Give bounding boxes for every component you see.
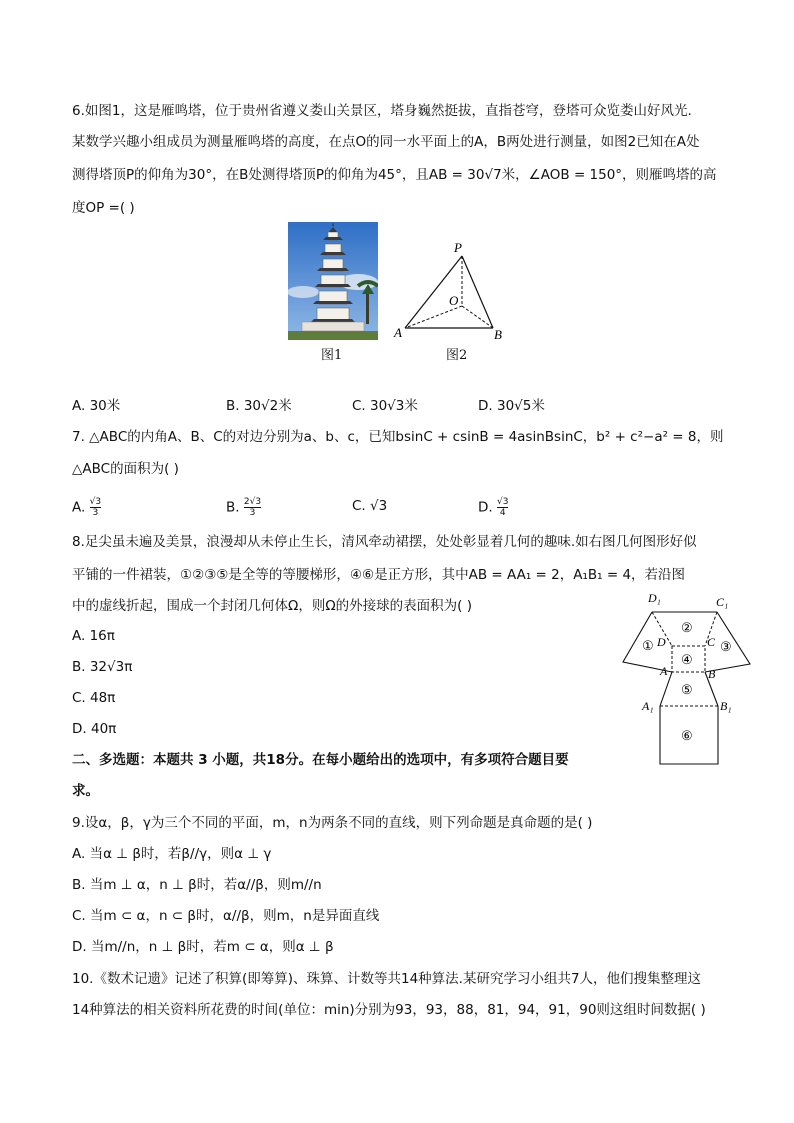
label-C: C	[707, 635, 716, 649]
q7-option-d: D. $\frac{√3}{4}$	[478, 497, 509, 518]
q10-line-1: 10.《数术记遗》记述了积算(即筹算)、珠算、计数等共14种算法.某研究学习小组共7人，他们搜集整理这	[72, 971, 702, 987]
figure1-caption: 图1	[321, 348, 343, 363]
q7-option-b: B. $\frac{2√3}{3}$	[226, 497, 262, 518]
q8-option-a: A. 16π	[72, 628, 115, 644]
label-B1: B₁	[720, 699, 732, 713]
q7-option-a: A. $\frac{√3}{3}$	[72, 497, 102, 518]
q9-option-d: D. 当m//n，n ⊥ β时，若m ⊂ α，则α ⊥ β	[72, 939, 334, 955]
q9-option-c: C. 当m ⊂ α，n ⊂ β时，α//β，则m，n是异面直线	[72, 908, 380, 924]
pagoda-photo	[288, 222, 378, 340]
region-3: ③	[720, 639, 732, 654]
q8-line-3: 中的虚线折起，围成一个封闭几何体Ω，则Ω的外接球的表面积为( )	[72, 598, 472, 614]
region-5: ⑤	[681, 682, 693, 697]
q6-line-2: 某数学兴趣小组成员为测量雁鸣塔的高度，在点O的同一水平面上的A，B两处进行测量，如图2已知在A处	[72, 134, 700, 150]
label-O: O	[449, 293, 459, 308]
region-4: ④	[681, 652, 693, 667]
q6-option-b: B. 30√2米	[226, 398, 292, 414]
q6-line-3: 测得塔顶P的仰角为30°，在B处测得塔顶P的仰角为45°，且AB = 30√7米，∠AOB = 150°，则雁鸣塔的高	[72, 167, 717, 183]
q6-line-4: 度OP =( )	[72, 200, 135, 216]
q8-option-c: C. 48π	[72, 690, 116, 706]
q6-option-d: D. 30√5米	[478, 398, 545, 414]
label-P: P	[454, 240, 462, 255]
q9-option-b: B. 当m ⊥ α，n ⊥ β时，若α//β，则m//n	[72, 877, 322, 893]
q10-line-2: 14种算法的相关资料所花费的时间(单位：min)分别为93，93，88，81，94，91，90则这组时间数据( )	[72, 1002, 706, 1018]
label-B: B	[494, 327, 502, 342]
section-multi-choice-header-cont: 求。	[72, 783, 99, 799]
q7-line-1: 7. △ABC的内角A、B、C的对边分别为a、b、c，已知bsinC + csinB = 4asinBsinC，b² + c²−a² = 8，则	[72, 429, 724, 445]
pyramid-figure	[390, 236, 510, 344]
q6-line-1: 6.如图1，这是雁鸣塔，位于贵州省遵义娄山关景区，塔身巍然挺拔，直指苍穹，登塔可众览娄山好风光.	[72, 103, 692, 119]
region-6: ⑥	[681, 728, 693, 743]
label-D: D	[657, 635, 666, 649]
region-1: ①	[642, 638, 654, 653]
q8-line-2: 平铺的一件裙装，①②③⑤是全等的等腰梯形，④⑥是正方形，其中AB = AA₁ = 2，A₁B₁ = 4，若沿图	[72, 567, 686, 583]
q6-option-a: A. 30米	[72, 398, 121, 414]
q8-line-1: 8.足尖虽未遍及美景，浪漫却从未停止生长，清风牵动裙摆，处处彰显着几何的趣味.如右图几何图形好似	[72, 534, 697, 550]
q9-stem: 9.设α，β，γ为三个不同的平面，m，n为两条不同的直线，则下列命题是真命题的是( )	[72, 815, 593, 831]
q7-line-2: △ABC的面积为( )	[72, 461, 179, 477]
q8-option-b: B. 32√3π	[72, 659, 133, 675]
q8-option-d: D. 40π	[72, 721, 117, 737]
region-2: ②	[681, 620, 693, 635]
q6-option-c: C. 30√3米	[352, 398, 418, 414]
label-B: B	[708, 667, 716, 681]
label-A1: A₁	[642, 699, 654, 713]
label-A: A	[394, 325, 402, 340]
skirt-net-figure	[620, 588, 760, 768]
q7-option-c: C. √3	[352, 498, 388, 514]
figure2-caption: 图2	[446, 348, 468, 363]
section-multi-choice-header: 二、多选题：本题共 3 小题，共18分。在每小题给出的选项中，有多项符合题目要	[72, 752, 569, 768]
q9-option-a: A. 当α ⊥ β时，若β//γ，则α ⊥ γ	[72, 846, 272, 862]
label-C1: C₁	[716, 595, 729, 609]
label-A: A	[660, 664, 668, 678]
label-D1: D₁	[648, 591, 661, 605]
